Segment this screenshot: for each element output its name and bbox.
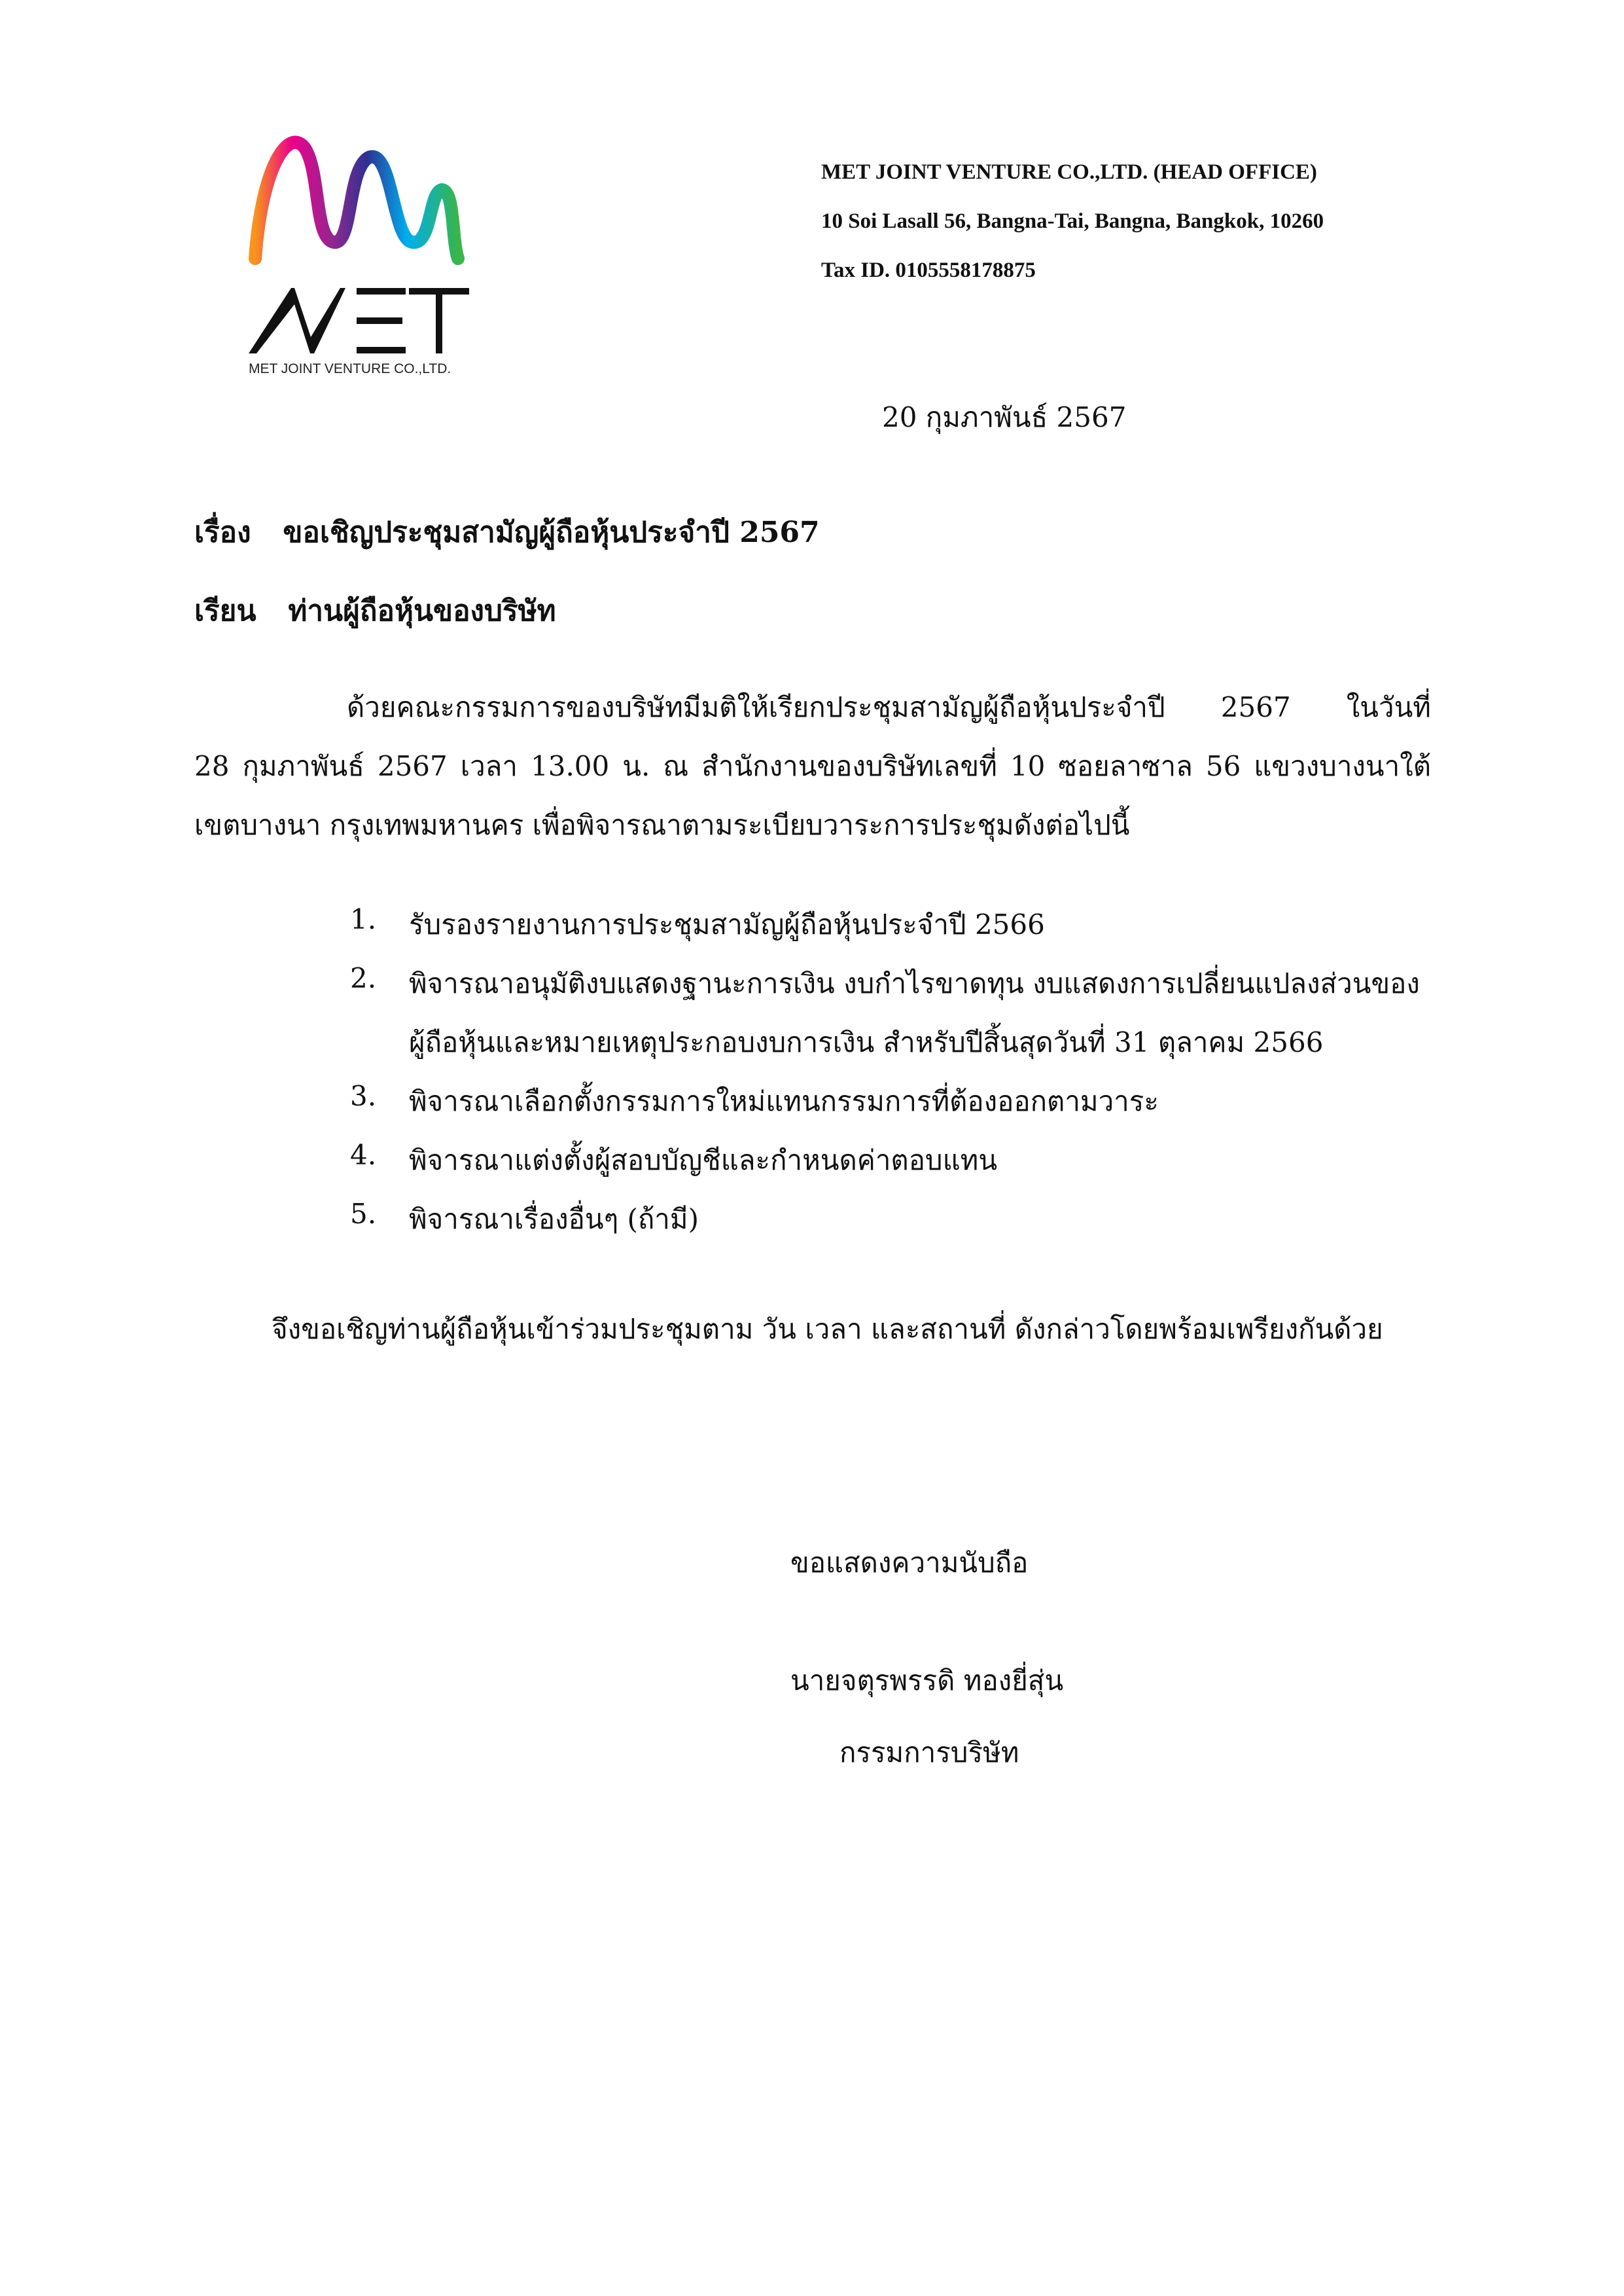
agenda-item-number: 5. — [350, 1198, 377, 1230]
signer-name: นายจตุรพรรดิ ทองยี่สุ่น — [790, 1664, 1064, 1696]
agenda-item-text: พิจารณาเลือกตั้งกรรมการใหม่แทนกรรมการที่ต้องออกตามวาระ — [409, 1085, 1159, 1117]
logo-wave-icon — [255, 142, 458, 259]
agenda-item-number: 2. — [350, 962, 377, 994]
agenda-item-text: พิจารณาเรื่องอื่นๆ (ถ้ามี) — [409, 1203, 699, 1235]
logo-subtitle: MET JOINT VENTURE CO.,LTD. — [249, 361, 451, 376]
agenda-item-text-continued: ผู้ถือหุ้นและหมายเหตุประกอบงบการเงิน สำหรับปีสิ้นสุดวันที่ 31 ตุลาคม 2566 — [409, 1026, 1324, 1058]
agenda-item-text: รับรองรายงานการประชุมสามัญผู้ถือหุ้นประจำปี 2566 — [409, 908, 1045, 941]
body-line-3: เขตบางนา กรุงเทพมหานคร เพื่อพิจารณาตามระเบียบวาระการประชุมดังต่อไปนี้ — [194, 809, 1130, 841]
agenda-item-number: 4. — [350, 1139, 377, 1171]
body-line-1: ด้วยคณะกรรมการของบริษัทมีมติให้เรียกประชุมสามัญผู้ถือหุ้นประจำปี 2567 ในวันที่ — [347, 691, 1431, 723]
subject-text: ขอเชิญประชุมสามัญผู้ถือหุ้นประจำปี 2567 — [283, 516, 820, 549]
recipient-text: ท่านผู้ถือหุ้นของบริษัท — [288, 594, 556, 628]
logo-met-letters-icon — [249, 288, 469, 353]
recipient-label: เรียน — [194, 594, 256, 628]
letter-date: 20 กุมภาพันธ์ 2567 — [882, 401, 1127, 433]
company-address: 10 Soi Lasall 56, Bangna-Tai, Bangna, Bangkok, 10260 — [821, 209, 1324, 233]
company-name: MET JOINT VENTURE CO.,LTD. (HEAD OFFICE) — [821, 160, 1317, 184]
signer-title: กรรมการบริษัท — [839, 1736, 1019, 1768]
body-line-2: 28 กุมภาพันธ์ 2567 เวลา 13.00 น. ณ สำนักงานของบริษัทเลขที่ 10 ซอยลาซาล 56 แขวงบางนาใต้ — [194, 750, 1431, 782]
company-logo — [242, 128, 471, 380]
company-tax-id: Tax ID. 0105558178875 — [821, 259, 1036, 282]
agenda-item-number: 1. — [350, 903, 377, 935]
agenda-item-text: พิจารณาอนุมัติงบแสดงฐานะการเงิน งบกำไรขาดทุน งบแสดงการเปลี่ยนแปลงส่วนของ — [409, 967, 1420, 999]
recipient-line — [194, 588, 556, 634]
subject-line — [194, 509, 820, 555]
agenda-item-text: พิจารณาแต่งตั้งผู้สอบบัญชีและกำหนดค่าตอบแทน — [409, 1144, 998, 1176]
closing-text: ขอแสดงความนับถือ — [790, 1547, 1029, 1579]
invitation-text: จึงขอเชิญท่านผู้ถือหุ้นเข้าร่วมประชุมตาม วัน เวลา และสถานที่ ดังกล่าวโดยพร้อมเพรียงกันด้วย — [272, 1313, 1383, 1345]
agenda-item-number: 3. — [350, 1080, 377, 1112]
subject-label: เรื่อง — [194, 516, 251, 549]
